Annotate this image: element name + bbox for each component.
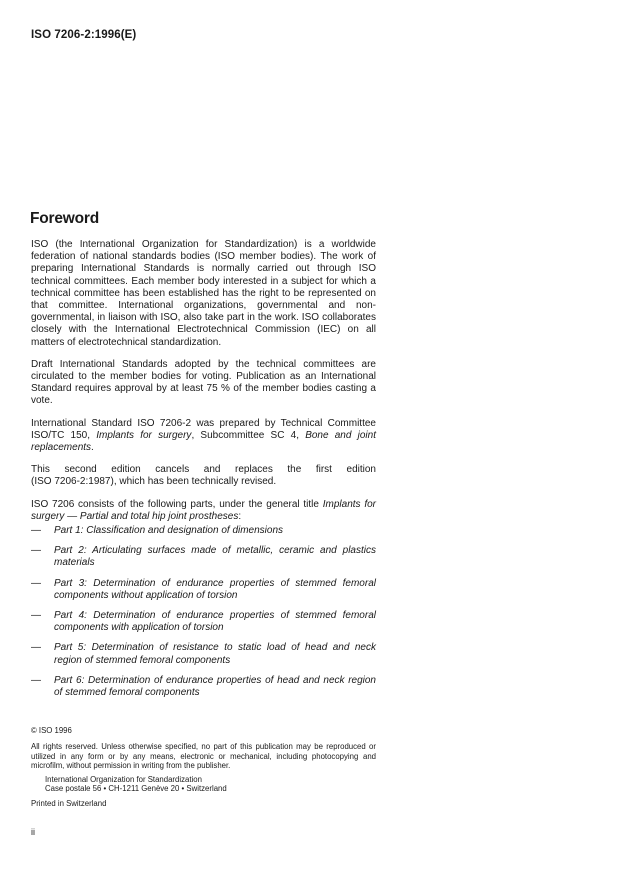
prepared-by-text-a: International Standard ISO 7206-2 was prepared by Technical Committee ISO/TC 150, bbox=[31, 417, 376, 441]
prepared-by-text-b: , Subcommittee SC 4, bbox=[191, 429, 306, 441]
copyright-line: © ISO 1996 bbox=[31, 726, 72, 735]
part-title: Part 2: Articulating surfaces made of metallic, ceramic and plastics materials bbox=[54, 545, 376, 569]
dash-bullet: — bbox=[31, 610, 41, 622]
foreword-title: Foreword bbox=[30, 210, 100, 227]
list-item bbox=[31, 610, 376, 634]
parts-intro-end: : bbox=[238, 510, 242, 522]
rights-statement: All rights reserved. Unless otherwise specified, no part of this publication may be reproduced or utilized in any form or by any means, electronic or mechanical, including photocopying and microfilm, without permission in writing from the publisher. bbox=[31, 742, 376, 771]
paragraph-edition bbox=[31, 464, 376, 488]
dash-bullet: — bbox=[31, 545, 41, 557]
dash-bullet: — bbox=[31, 642, 41, 654]
list-item bbox=[31, 578, 376, 602]
parts-list bbox=[31, 525, 376, 699]
list-item bbox=[31, 675, 376, 699]
subcommittee-title: Bone and joint replacements bbox=[31, 429, 376, 454]
list-item bbox=[31, 545, 376, 569]
parts-intro-text: ISO 7206 consists of the following parts, under the general title bbox=[31, 498, 323, 510]
committee-title: Implants for surgery bbox=[96, 429, 192, 441]
prepared-by-text-c: . bbox=[91, 442, 94, 454]
general-title: Implants for surgery — Partial and total hip joint prostheses bbox=[31, 498, 376, 522]
paragraph-draft-standards: Draft International Standards adopted by the technical committees are circulated to the member bodies for voting. Publication as an International Standard requires approval by at least 75 % of the member bodies casting a vote. bbox=[31, 358, 376, 407]
paragraph-prepared-by bbox=[31, 418, 376, 455]
address-line-1: International Organization for Standardization bbox=[45, 774, 202, 784]
edition-line-1: This second edition cancels and replaces the first edition bbox=[31, 464, 376, 476]
part-title: Part 4: Determination of endurance properties of stemmed femoral components with application of torsion bbox=[54, 610, 376, 634]
edition-line-2: (ISO 7206-2:1987), which has been technically revised. bbox=[31, 476, 277, 488]
dash-bullet: — bbox=[31, 674, 41, 686]
foreword-body bbox=[31, 239, 376, 707]
dash-bullet: — bbox=[31, 525, 41, 537]
part-title: Part 3: Determination of endurance properties of stemmed femoral components without application of torsion bbox=[54, 577, 376, 601]
paragraph-parts-intro bbox=[31, 499, 376, 523]
address-line-2: Case postale 56 • CH-1211 Genève 20 • Switzerland bbox=[45, 784, 227, 794]
list-item bbox=[31, 642, 376, 666]
publisher-address bbox=[45, 775, 376, 794]
copyright-block bbox=[31, 726, 376, 809]
list-item bbox=[31, 525, 376, 537]
part-title: Part 5: Determination of resistance to static load of head and neck region of stemmed femoral components bbox=[54, 642, 376, 666]
part-title: Part 6: Determination of endurance properties of head and neck region of stemmed femoral components bbox=[54, 674, 376, 699]
dash-bullet: — bbox=[31, 577, 41, 589]
paragraph-iso-intro: ISO (the International Organization for Standardization) is a worldwide federation of national standards bodies (ISO member bodies). The work of preparing International Standards is normally carried out through ISO technical committees. Each member body interested in a subject for which a technical committee has been established has the right to be represented on that committee. International organizations, governmental and non-governmental, in liaison with ISO, also take part in the work. ISO collaborates closely with the International Electrotechnical Commission (IEC) on all matters of electrotechnical standardization. bbox=[31, 239, 376, 348]
part-title: Part 1: Classification and designation of dimensions bbox=[54, 525, 284, 537]
page-number: ii bbox=[31, 827, 35, 837]
standard-id-header: ISO 7206-2:1996(E) bbox=[31, 29, 137, 41]
printed-in: Printed in Switzerland bbox=[31, 798, 107, 808]
